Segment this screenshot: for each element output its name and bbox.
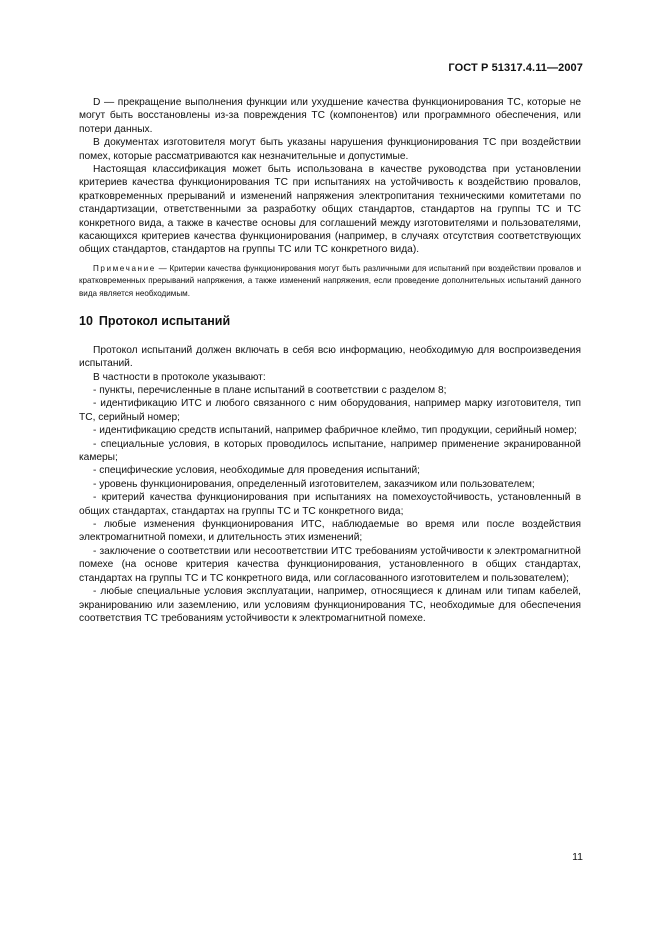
manufacturer-docs-paragraph: В документах изготовителя могут быть указаны нарушения функционирования ТС при воздействии помех, которые рассматриваются как незначительные и допустимые. [79,137,581,162]
list-item: - уровень функционирования, определенный изготовителем, заказчиком или пользователем; [93,478,535,490]
list-lead: В частности в протоколе указывают: [93,371,266,383]
list-item: - заключение о соответствии или несоответствии ИТС требованиям устойчивости к электромагнитной помехе (на основе критерия качества функционирования, установленного в общих стандартах, стандартах на группы ТС и ТС конкретного вида, или согласованного изготовителем и пользователем); [79,545,581,584]
note-paragraph [79,263,581,301]
list-item: - специальные условия, в которых проводилось испытание, например применение экранированной камеры; [79,438,581,464]
section-number: 10 [79,314,93,329]
list-item: - идентификацию средств испытаний, например фабричное клеймо, тип продукции, серийный номер; [93,425,577,437]
list-item: - любые специальные условия эксплуатации, например, относящиеся к длинам или типам кабелей, экранированию или заземлению, или условиям функционирования ТС, необходимые для обеспечения соответствия ТС требованиям устойчивости к электромагнитной помехе. [79,586,581,624]
section-intro: Протокол испытаний должен включать в себя всю информацию, необходимую для воспроизведения испытаний. [79,344,581,370]
list-item: - критерий качества функционирования при испытаниях на помехоустойчивость, установленный в общих стандартах, стандартах на группы ТС и ТС конкретного вида; [79,492,581,517]
section-title: Протокол испытаний [98,314,231,329]
classification-paragraph: Настоящая классификация может быть использована в качестве руководства при установлении критериев качества функционирования ТС при испытаниях на устойчивость к воздействию провалов, кратковременных прерываний и изменений напряжения электропитания техническими комитетами по стандартизации, ответственными за разработку общих стандартов, стандартов на группы ТС и ТС конкретного вида, а также в качестве основы для соглашений между изготовителями и пользователями, касающихся критериев качества функционирования (например, в случаях отсутствия соответствующих общих стандартов, стандартов на группы ТС или ТС конкретного вида). [79,164,581,256]
page-body [79,96,581,625]
list-item: - специфические условия, необходимые для проведения испытаний; [93,465,420,477]
section-heading [79,315,581,328]
criterion-d-paragraph: D — прекращение выполнения функции или ухудшение качества функционирования ТС, которые не могут быть восстановлены из-за повреждения ТС (компонентов) или программного обеспечения, или потери данных. [79,97,581,135]
note-label: Примечание [93,263,156,273]
standard-id-header: ГОСТ Р 51317.4.11—2007 [448,62,583,74]
page-number: 11 [572,851,583,863]
note-text: — Критерии качества функционирования могут быть различными для испытаний при воздействии провалов и кратковременных прерываний напряжения, а также изменений напряжения, если проведение дополнительных испытаний данного вида является необходимым. [79,263,581,298]
list-item: - любые изменения функционирования ИТС, наблюдаемые во время или после воздействия электромагнитной помехи, и длительность этих изменений; [79,519,581,544]
list-item: - пункты, перечисленные в плане испытаний в соответствии с разделом 8; [93,385,447,396]
list-item: - идентификацию ИТС и любого связанного с ним оборудования, например марку изготовителя, тип ТС, серийный номер; [79,398,581,423]
